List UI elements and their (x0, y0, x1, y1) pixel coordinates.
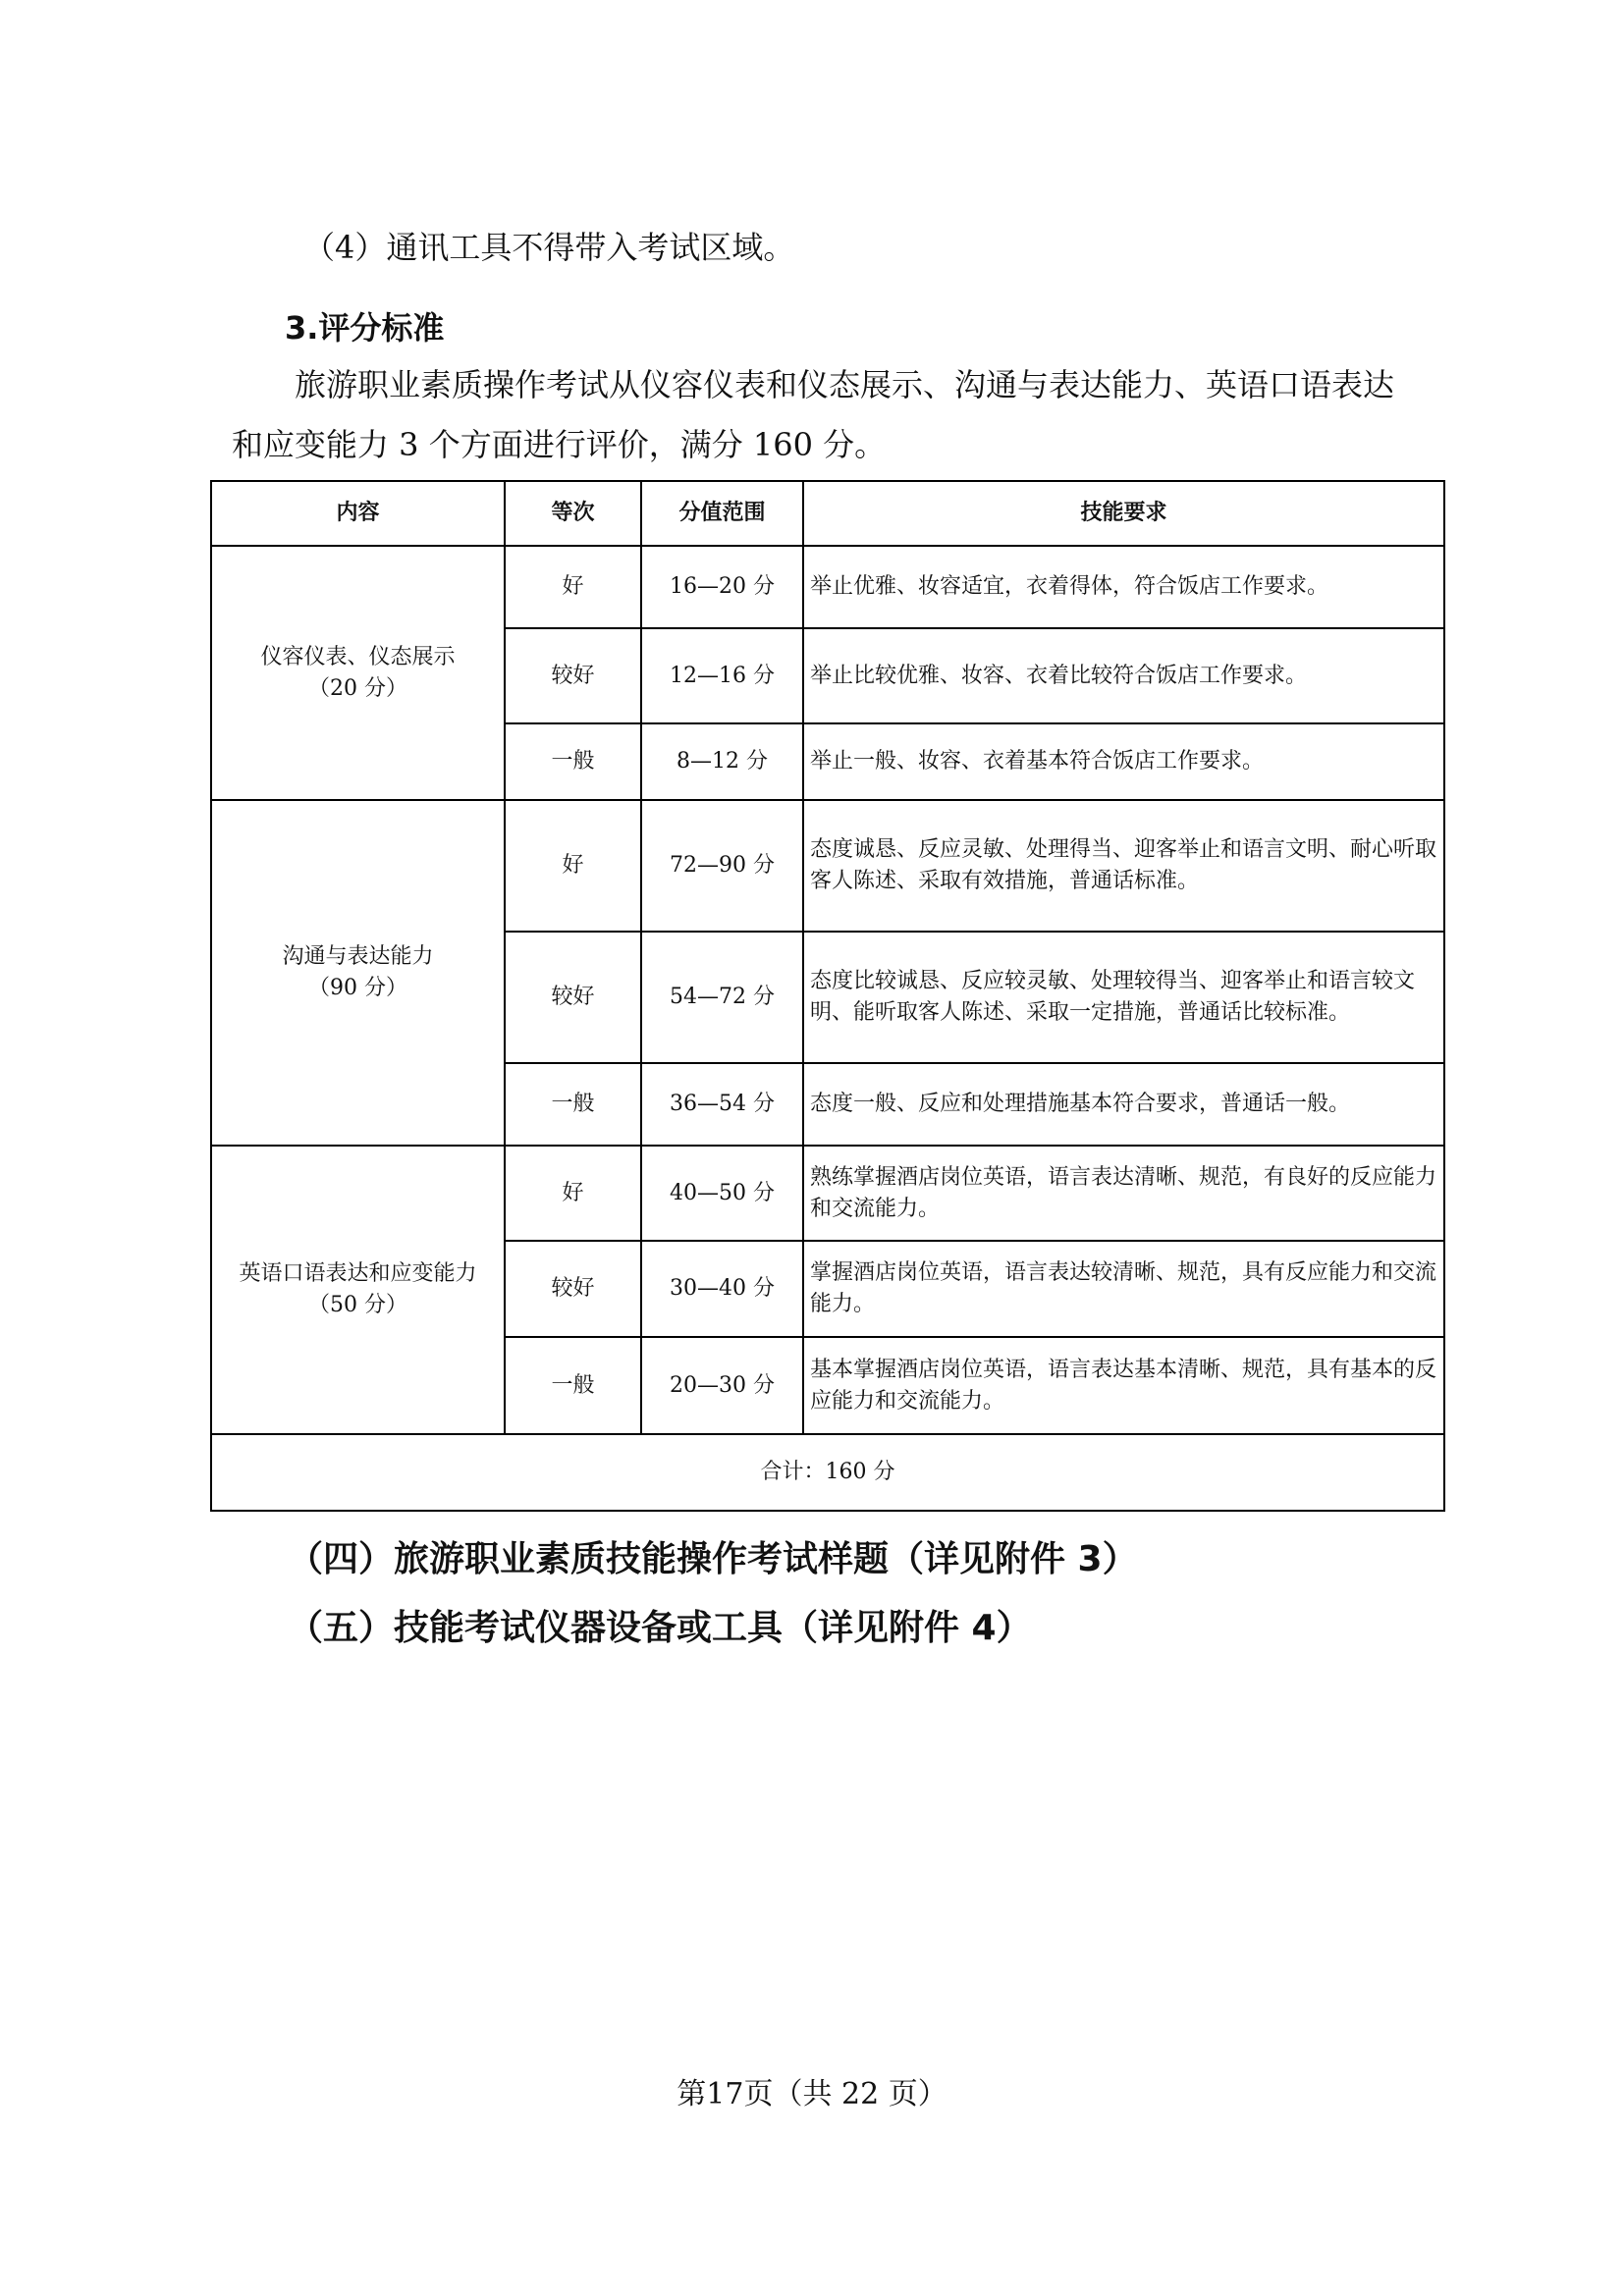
range-cell: 36—54 分 (641, 1063, 803, 1146)
range-cell: 8—12 分 (641, 723, 803, 800)
range-cell: 16—20 分 (641, 546, 803, 628)
table-row (211, 1146, 1444, 1241)
range-cell: 30—40 分 (641, 1241, 803, 1337)
range-cell: 40—50 分 (641, 1146, 803, 1241)
range-cell: 54—72 分 (641, 932, 803, 1063)
requirement-cell: 举止一般、妆容、衣着基本符合饭店工作要求。 (803, 723, 1444, 800)
category-cell (211, 546, 505, 800)
header-grade: 等次 (505, 481, 641, 546)
intro-line-2: 和应变能力 3 个方面进行评价，满分 160 分。 (232, 426, 887, 463)
heading-appendix-3: （四）旅游职业素质技能操作考试样题（详见附件 3） (288, 1539, 1138, 1579)
item-4-text: （4）通讯工具不得带入考试区域。 (303, 229, 795, 266)
page-number: 第17页（共 22 页） (677, 2077, 947, 2111)
category-cell (211, 800, 505, 1146)
category-cell (211, 1146, 505, 1434)
requirement-cell: 熟练掌握酒店岗位英语，语言表达清晰、规范，有良好的反应能力和交流能力。 (803, 1146, 1444, 1241)
intro-line-1: 旅游职业素质操作考试从仪容仪表和仪态展示、沟通与表达能力、英语口语表达 (295, 366, 1395, 403)
grade-cell: 较好 (505, 1241, 641, 1337)
header-range: 分值范围 (641, 481, 803, 546)
grade-cell: 较好 (505, 932, 641, 1063)
section-title: 3.评分标准 (285, 309, 445, 347)
table-row (211, 546, 1444, 628)
requirement-cell: 掌握酒店岗位英语，语言表达较清晰、规范，具有反应能力和交流能力。 (803, 1241, 1444, 1337)
range-cell: 72—90 分 (641, 800, 803, 932)
table-header-row (211, 481, 1444, 546)
table-total-row (211, 1434, 1444, 1511)
total-cell: 合计：160 分 (211, 1434, 1444, 1511)
heading-appendix-4: （五）技能考试仪器设备或工具（详见附件 4） (288, 1608, 1032, 1648)
grade-cell: 一般 (505, 1063, 641, 1146)
requirement-cell: 态度诚恳、反应灵敏、处理得当、迎客举止和语言文明、耐心听取客人陈述、采取有效措施，普通话标准。 (803, 800, 1444, 932)
scoring-table (210, 480, 1445, 1512)
requirement-cell: 举止优雅、妆容适宜，衣着得体，符合饭店工作要求。 (803, 546, 1444, 628)
grade-cell: 好 (505, 800, 641, 932)
category-points: （90 分） (308, 976, 407, 1000)
category-name: 沟通与表达能力 (282, 944, 434, 969)
header-content: 内容 (211, 481, 505, 546)
grade-cell: 一般 (505, 1337, 641, 1434)
requirement-cell: 态度比较诚恳、反应较灵敏、处理较得当、迎客举止和语言较文明、能听取客人陈述、采取一定措施，普通话比较标准。 (803, 932, 1444, 1063)
grade-cell: 好 (505, 1146, 641, 1241)
category-points: （20 分） (308, 675, 407, 701)
requirement-cell: 基本掌握酒店岗位英语，语言表达基本清晰、规范，具有基本的反应能力和交流能力。 (803, 1337, 1444, 1434)
grade-cell: 一般 (505, 723, 641, 800)
range-cell: 12—16 分 (641, 628, 803, 723)
category-points: （50 分） (308, 1293, 407, 1317)
table-row (211, 800, 1444, 932)
header-requirement: 技能要求 (803, 481, 1444, 546)
range-cell: 20—30 分 (641, 1337, 803, 1434)
category-name: 英语口语表达和应变能力 (239, 1261, 477, 1286)
requirement-cell: 举止比较优雅、妆容、衣着比较符合饭店工作要求。 (803, 628, 1444, 723)
grade-cell: 好 (505, 546, 641, 628)
requirement-cell: 态度一般、反应和处理措施基本符合要求，普通话一般。 (803, 1063, 1444, 1146)
grade-cell: 较好 (505, 628, 641, 723)
category-name: 仪容仪表、仪态展示 (260, 644, 456, 669)
